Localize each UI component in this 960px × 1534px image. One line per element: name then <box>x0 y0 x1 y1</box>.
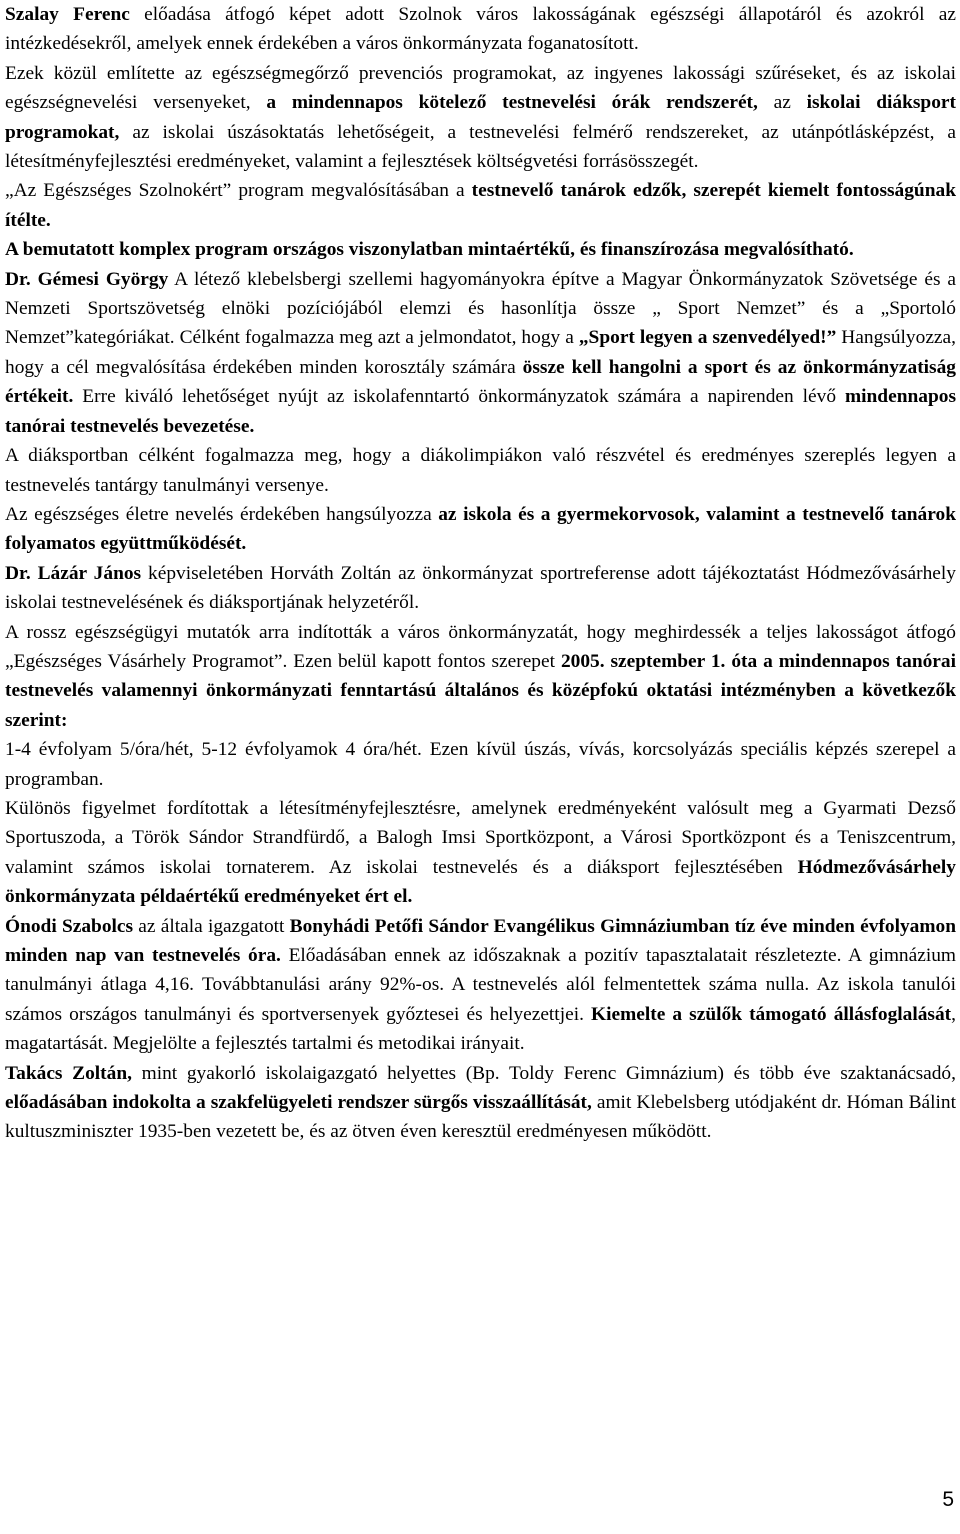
bold-text: 2005. szeptember 1. óta a mindennapos tanórai testnevelés valamennyi önkormányzati fenntartású általános és középfokú oktatási intézményben a következők szerint: <box>5 650 956 731</box>
text-run: Különös figyelmet fordítottak a létesítményfejlesztésre, amelynek eredményeként valósult meg a Gyarmati Dezső Sportuszoda, a Török Sándor Strandfürdő, a Balogh Imsi Sportközpont, a Városi Sportközpont és a Teniszcentrum, valamint számos iskolai tornaterem. Az iskolai testnevelés és a diáksport fejlesztésében <box>5 797 956 878</box>
text-run: , magatartását. Megjelölte a fejlesztés tartalmi és metodikai irányait. <box>5 1003 956 1055</box>
page-number: 5 <box>942 1488 954 1511</box>
bold-text: mindennapos tanórai testnevelés bevezetése. <box>5 386 956 437</box>
bold-text: Szalay Ferenc <box>5 4 130 25</box>
text-run: amit Klebelsberg utódjaként dr. Hóman Bálint kultuszminiszter 1935-ben vezetett be, és az ötven éven keresztül eredményesen működött. <box>5 1092 956 1143</box>
bold-text: az iskola és a gyermekorvosok, valamint a testnevelő tanárok folyamatos együttműködését. <box>5 503 956 555</box>
text-run: az általa igazgatott <box>133 915 290 937</box>
text-run: képviseletében Horváth Zoltán az önkormányzat sportreferense adott tájékoztatást Hódmezővásárhely iskolai testnevelésének és diáksportjának helyzetéről. <box>5 562 956 614</box>
bold-text: testnevelő tanárok edzők, szerepét kiemelt fontosságúnak ítélte. <box>5 180 956 231</box>
paragraph <box>5 1059 956 1147</box>
text-run: A létező klebelsbergi szellemi hagyományokra építve a Magyar Önkormányzatok Szövetsége és a Nemzeti Sportszövetség elnöki pozíciójából elemzi és hasonlítja össze „ Sport Nemzet” és a „Sportoló Nemzet”kategóriákat. Célként fogalmazza meg azt a jelmondatot, hogy a <box>5 268 956 349</box>
bold-text: Hódmezővásárhely önkormányzata példaértékű eredményeket ért el. <box>5 856 956 908</box>
text-run: „Az Egészséges Szolnokért” program megvalósításában a <box>5 180 472 202</box>
document-body <box>5 0 956 1147</box>
bold-text: előadásában indokolta a szakfelügyeleti rendszer sürgős visszaállítását, <box>5 1092 592 1114</box>
paragraph <box>5 794 956 912</box>
paragraph <box>5 618 956 736</box>
paragraph <box>5 912 956 1059</box>
paragraph <box>5 500 956 559</box>
text-run: Erre kiváló lehetőséget nyújt az iskolafenntartó önkormányzatok számára a napirenden lévő <box>73 386 845 408</box>
text-run: A rossz egészségügyi mutatók arra indították a város önkormányzatát, hogy meghirdessék a teljes lakosságot átfogó „Egészséges Vásárhely Programot”. Ezen belül kapott fontos szerepet <box>5 621 956 672</box>
paragraph <box>5 235 956 264</box>
text-run: előadása átfogó képet adott Szolnok város lakosságának egészségi állapotáról és azokról az intézkedésekről, amelyek ennek érdekében a város önkormányzata foganatosított. <box>5 4 956 55</box>
paragraph <box>5 0 956 59</box>
text-run: A diáksportban célként fogalmazza meg, hogy a diákolimpiákon való részvétel és eredményes szereplés legyen a testnevelés tantárgy tanulmányi versenye. <box>5 445 956 496</box>
text-run: mint gyakorló iskolaigazgató helyettes (Bp. Toldy Ferenc Gimnázium) és több éve szaktanácsadó, <box>131 1062 956 1084</box>
bold-text: Dr. Lázár János <box>5 562 142 584</box>
text-run: az iskolai úszásoktatás lehetőségeit, a testnevelési felmérő rendszereket, az utánpótlásképzést, a létesítményfejlesztési eredményeket, valamint a fejlesztések költségvetési forrásösszegét. <box>5 121 956 173</box>
bold-text: Takács Zoltán, <box>5 1062 132 1084</box>
text-run: Előadásában ennek az időszaknak a pozitív tapasztalatait részletezte. A gimnázium tanulmányi átlaga 4,16. Továbbtanulási arány 92%-os. A testnevelés alól felmentettek száma nulla. Az iskola tanulói számos országos tanulmányi és sportversenyek győztesei és helyezettjei. <box>5 945 956 1025</box>
bold-text: Kiemelte a szülők támogató állásfoglalását <box>591 1003 952 1025</box>
paragraph <box>5 176 956 235</box>
bold-text: iskolai diáksport programokat, <box>5 92 956 143</box>
text-run: Az egészséges életre nevelés érdekében hangsúlyozza <box>5 503 439 525</box>
paragraph <box>5 59 956 177</box>
bold-text: Bonyhádi Petőfi Sándor Evangélikus Gimnáziumban tíz éve minden évfolyamon minden nap van testnevelés óra. <box>5 915 957 966</box>
paragraph <box>5 441 956 500</box>
text-run: az <box>757 92 807 114</box>
bold-text: Dr. Gémesi György <box>5 268 169 290</box>
text-run: 1-4 évfolyam 5/óra/hét, 5-12 évfolyamok 4 óra/hét. Ezen kívül úszás, vívás, korcsolyázás speciális képzés szerepel a programban. <box>5 739 956 790</box>
bold-text: A bemutatott komplex program országos viszonylatban mintaértékű, és finanszírozása megvalósítható. <box>5 239 854 261</box>
bold-text: Ónodi Szabolcs <box>5 915 134 937</box>
paragraph <box>5 559 956 618</box>
bold-text: a mindennapos kötelező testnevelési órák rendszerét, <box>266 92 758 114</box>
paragraph <box>5 735 956 794</box>
text-run: Ezek közül említette az egészségmegőrző prevenciós programokat, az ingyenes lakossági szűréseket, és az iskolai egészségnevelési versenyeket, <box>5 62 956 114</box>
bold-text: össze kell hangolni a sport és az önkormányzatiság értékeit. <box>5 356 956 408</box>
bold-text: „Sport legyen a szenvedélyed!” <box>578 327 837 349</box>
text-run: Hangsúlyozza, hogy a cél megvalósítása érdekében minden korosztály számára <box>5 327 956 378</box>
paragraph <box>5 265 956 441</box>
